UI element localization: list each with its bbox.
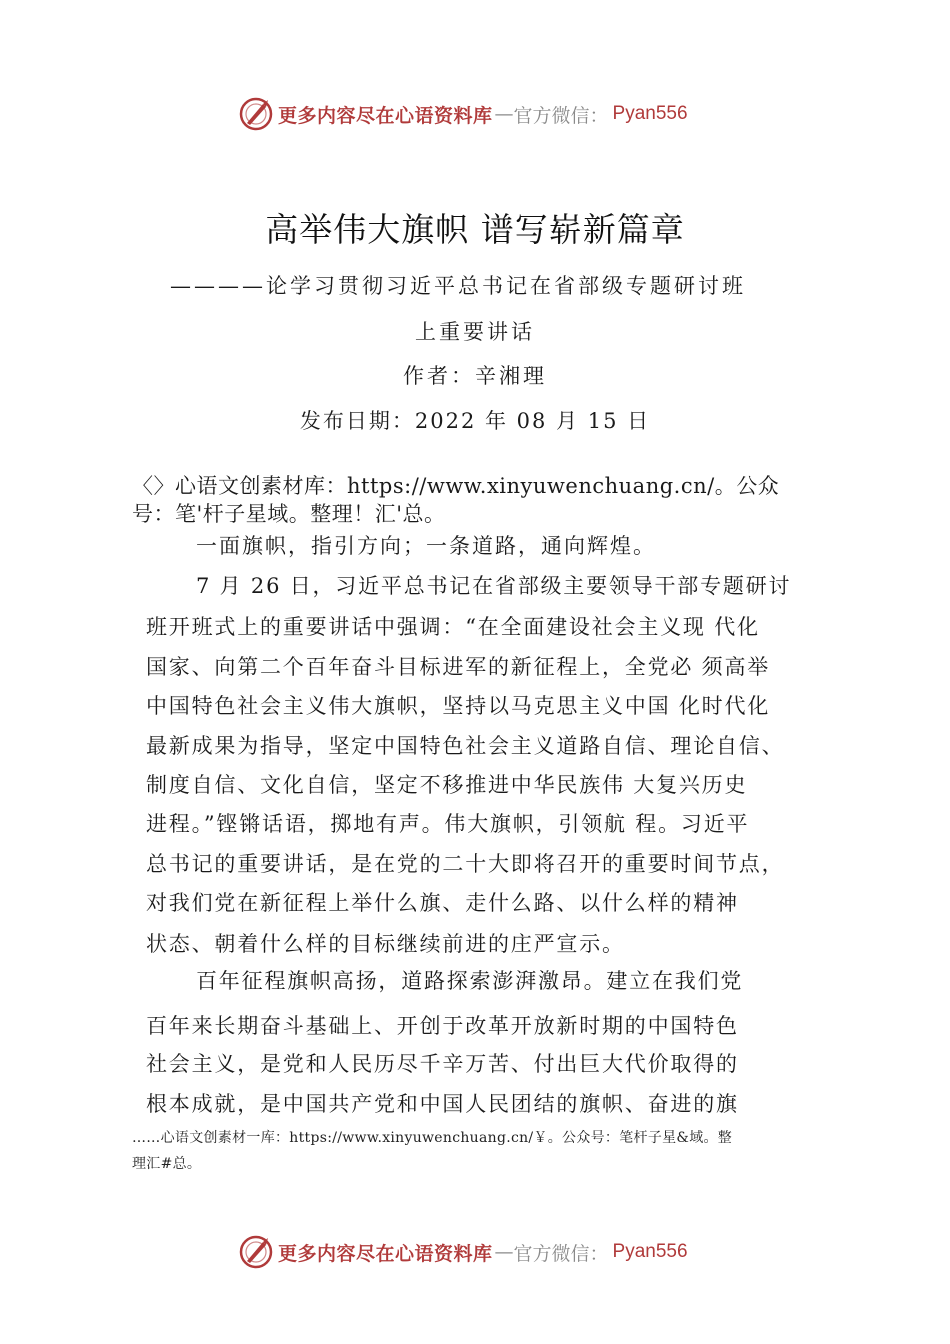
body-line: 班开班式上的重要讲话中强调：“在全面建设社会主义现 代化 <box>146 615 760 639</box>
document-subtitle-line1: ————论学习贯彻习近平总书记在省部级专题研讨班 <box>170 274 746 298</box>
header-banner <box>238 94 688 134</box>
document-author: 作者：辛湘理 <box>403 364 547 388</box>
body-line: 制度自信、文化自信，坚定不移推进中华民族伟 大复兴历史 <box>146 773 748 797</box>
footer-wechat-id: Pyan556 <box>612 1241 688 1262</box>
source-notice-line: 〈〉心语文创素材库：https://www.xinyuwenchuang.cn/。公众 <box>132 474 780 498</box>
lead-sentence: 一面旗帜，指引方向；一条道路，通向辉煌。 <box>196 534 656 558</box>
body-line: 7 月 26 日，习近平总书记在省部级主要领导干部专题研讨 <box>196 574 792 598</box>
body-line: 中国特色社会主义伟大旗帜，坚持以马克思主义中国 化时代化 <box>146 694 771 718</box>
body-line: 最新成果为指导，坚定中国特色社会主义道路自信、理论自信、 <box>146 734 785 758</box>
footer-banner-separator: — <box>494 1241 514 1263</box>
body-line: 进程。”铿锵话语，掷地有声。伟大旗帜，引领航 程。习近平 <box>146 812 750 836</box>
body-line: 社会主义，是党和人民历尽千辛万苦、付出巨大代价取得的 <box>146 1052 739 1076</box>
header-banner-separator: — <box>494 103 514 125</box>
header-wechat-label: 官方微信： <box>513 104 609 127</box>
body-line: 百年征程旗帜高扬，道路探索澎湃激昂。建立在我们党 <box>196 969 744 993</box>
document-subtitle-line2: 上重要讲话 <box>415 320 535 344</box>
quill-logo-icon <box>238 1234 274 1270</box>
body-line: 对我们党在新征程上举什么旗、走什么路、以什么样的精神 <box>146 891 739 915</box>
document-date: 发布日期：2022 年 08 月 15 日 <box>299 409 651 433</box>
document-title: 高举伟大旗帜 谱写崭新篇章 <box>265 210 685 249</box>
quill-logo-icon <box>238 96 274 132</box>
footnote-line: ……心语文创素材一库：https://www.xinyuwenchuang.cn/￥。公众号：笔杆子星&域。整 <box>132 1130 733 1146</box>
body-line: 国家、向第二个百年奋斗目标进军的新征程上，全党必 须高举 <box>146 655 771 679</box>
footer-banner <box>238 1232 688 1272</box>
header-banner-text: 更多内容尽在心语资料库 <box>278 104 493 127</box>
footer-banner-text: 更多内容尽在心语资料库 <box>278 1242 493 1265</box>
body-line: 总书记的重要讲话，是在党的二十大即将召开的重要时间节点， <box>146 852 785 876</box>
header-wechat-id: Pyan556 <box>612 103 688 124</box>
footer-wechat-label: 官方微信： <box>513 1242 609 1265</box>
body-line: 根本成就，是中国共产党和中国人民团结的旗帜、奋进的旗 <box>146 1092 739 1116</box>
source-notice-line: 号：笔'杆子星域。整理！汇'总。 <box>132 502 446 526</box>
body-line: 百年来长期奋斗基础上、开创于改革开放新时期的中国特色 <box>146 1014 739 1038</box>
footnote-line: 理汇#总。 <box>132 1156 202 1172</box>
body-line: 状态、朝着什么样的目标继续前进的庄严宣示。 <box>146 932 625 956</box>
